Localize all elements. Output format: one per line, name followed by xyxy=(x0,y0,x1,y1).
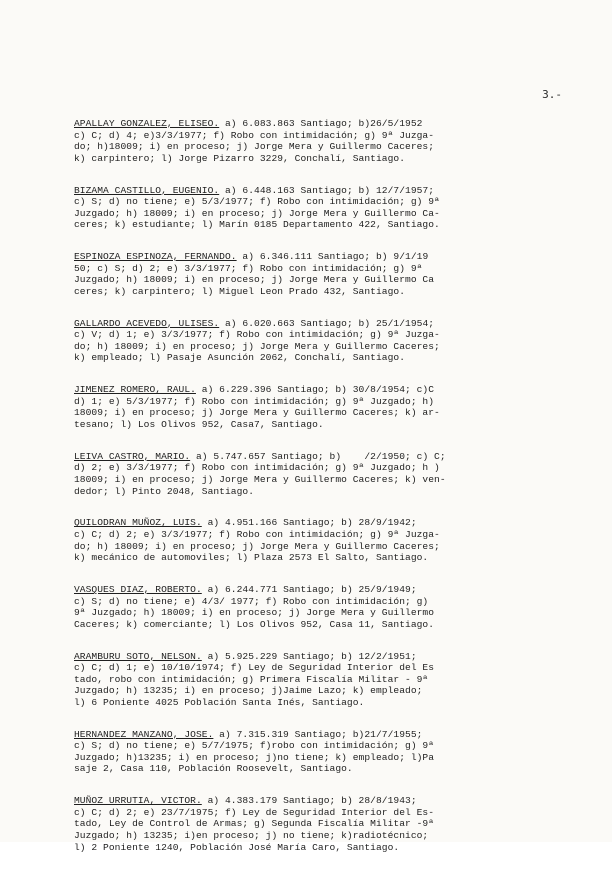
entry-detail-line: c) C; d) 2; e) 23/7/1975; f) Ley de Seguridad Interior del Es- xyxy=(74,806,435,818)
entry-detail-line: c) S; d) no tiene; e) 5/7/1975; f)robo con intimidación; g) 9ª xyxy=(74,740,435,752)
person-name: APALLAY GONZALEZ, ELISEO. xyxy=(74,118,220,129)
entry-first-line xyxy=(74,384,544,396)
entry-detail-line: 18009; i) en proceso; j) Jorge Mera y Guillermo Caceres; k) ven- xyxy=(74,474,446,485)
entry-detail-line: Juzgado; h) 18009; i) en proceso; j) Jorge Mera y Guillermo Ca- xyxy=(74,207,440,219)
entry-detail-line: tesano; l) Los Olivos 952, Casa7, Santiago. xyxy=(74,419,324,431)
person-entry xyxy=(74,118,544,164)
entry-id-birth: a) 6.020.663 Santiago; b) 25/1/1954; xyxy=(219,317,435,329)
entry-first-line xyxy=(74,185,544,197)
entry-detail-line: k) mecánico de automoviles; l) Plaza 2573 El Salto, Santiago. xyxy=(74,552,429,564)
entry-first-line xyxy=(74,729,544,741)
entry-detail-line: c) C; d) 4; e)3/3/1977; f) Robo con intimidación; g) 9ª Juzga- xyxy=(74,129,435,141)
entry-detail-line: Juzgado; h)13235; i) en proceso; j)no tiene; k) empleado; l)Pa xyxy=(74,751,435,763)
person-name: BIZAMA CASTILLO, EUGENIO. xyxy=(74,184,220,196)
entry-id-birth: a) 6.244.771 Santiago; b) 25/9/1949; xyxy=(201,583,417,595)
entry-detail-line: tado, robo con intimidación; g) Primera Fiscalía Militar - 9ª xyxy=(74,673,429,685)
entry-id-birth: a) 6.229.396 Santiago; b) 30/8/1954; c)C xyxy=(195,384,435,396)
person-name: VASQUES DIAZ, ROBERTO. xyxy=(74,583,202,595)
entry-detail-line: c) V; d) 1; e) 3/3/1977; f) Robo con intimidación; g) 9ª Juzga- xyxy=(74,329,440,341)
person-entry xyxy=(74,318,544,364)
person-entry xyxy=(74,384,544,430)
person-name: JIMENEZ ROMERO, RAUL. xyxy=(74,384,196,396)
entry-first-line xyxy=(74,517,544,529)
entry-detail-line: c) S; d) no tiene; e) 4/3/ 1977; f) Robo con intimidación; g) xyxy=(74,595,429,607)
entry-detail-line: 18009; i) en proceso; j) Jorge Mera y Guillermo Caceres; k) ar- xyxy=(74,407,440,419)
entry-id-birth: a) 6.346.111 Santiago; b) 9/1/19 xyxy=(236,251,429,263)
person-name: HERNANDEZ MANZANO, JOSE. xyxy=(74,728,214,740)
entry-first-line xyxy=(74,251,544,263)
entry-detail-line: Juzgado; h) 13235; i) en proceso; j)Jaime Lazo; k) empleado; xyxy=(74,685,423,697)
entry-detail-line: ceres; k) carpintero; l) Miguel Leon Prado 432, Santiago. xyxy=(74,285,406,297)
entry-detail-line: Caceres; k) comerciante; l) Los Olivos 952, Casa 11, Santiago. xyxy=(74,618,435,630)
entry-detail-line: 50; c) S; d) 2; e) 3/3/1977; f) Robo con intimidación; g) 9ª xyxy=(74,262,423,274)
page-number: 3.- xyxy=(542,88,562,101)
entry-first-line xyxy=(74,318,544,330)
entry-detail-line: dedor; l) Pinto 2048, Santiago. xyxy=(74,485,255,497)
entry-detail-line: c) C; d) 2; e) 3/3/1977; f) Robo con intimidación; g) 9ª Juzga- xyxy=(74,528,440,540)
person-entry xyxy=(74,651,544,709)
entry-detail-line: d) 2; e) 3/3/1977; f) Robo con intimidación; g) 9ª Juzgado; h ) xyxy=(74,462,440,474)
entry-id-birth: a) 5.747.657 Santiago; b) /2/1950; c) C; xyxy=(190,450,446,462)
entry-id-birth: a) 5.925.229 Santiago; b) 12/2/1951; xyxy=(201,650,417,662)
entry-detail-line: 9ª Juzgado; h) 18009; i) en proceso; j) Jorge Mera y Guillermo xyxy=(74,607,435,619)
person-entry xyxy=(74,795,544,853)
entry-detail-line: Juzgado; h) 13235; i)en proceso; j) no tiene; k)radiotécnico; xyxy=(74,830,429,841)
person-entry xyxy=(74,251,544,297)
entry-id-birth: a) 4.383.179 Santiago; b) 28/8/1943; xyxy=(201,795,417,807)
entry-first-line xyxy=(74,795,544,807)
person-entry xyxy=(74,451,544,497)
entry-detail-line: Juzgado; h) 18009; i) en proceso; j) Jorge Mera y Guillermo Ca xyxy=(74,274,435,286)
entry-first-line xyxy=(74,451,544,463)
entry-detail-line: c) S; d) no tiene; e) 5/3/1977; f) Robo con intimidación; g) 9ª xyxy=(74,196,440,208)
entry-first-line xyxy=(74,584,544,596)
entry-detail-line: do; h)18009; i) en proceso; j) Jorge Mera y Guillermo Caceres; xyxy=(74,141,435,153)
person-name: QUILODRAN MUÑOZ, LUIS. xyxy=(74,517,202,529)
entry-detail-line: do; h) 18009; i) en proceso; j) Jorge Mera y Guillermo Caceres; xyxy=(74,540,440,552)
entry-first-line xyxy=(74,651,544,663)
entry-id-birth: a) 7.315.319 Santiago; b)21/7/1955; xyxy=(213,728,423,740)
entry-detail-line: l) 6 Poniente 4025 Población Santa Inés, Santiago. xyxy=(74,696,365,708)
person-name: MUÑOZ URRUTIA, VICTOR. xyxy=(74,795,202,807)
person-name: ESPINOZA ESPINOZA, FERNANDO. xyxy=(74,251,237,263)
entry-detail-line: c) C; d) 1; e) 10/10/1974; f) Ley de Seguridad Interior del Es xyxy=(74,662,435,674)
person-entry xyxy=(74,517,544,563)
entry-id-birth: a) 4.951.166 Santiago; b) 28/9/1942; xyxy=(201,517,417,529)
entry-id-birth: a) 6.083.863 Santiago; b)26/5/1952 xyxy=(219,118,423,129)
entry-detail-line: d) 1; e) 5/3/1977; f) Robo con intimidación; g) 9ª Juzgado; h) xyxy=(74,395,435,407)
entry-id-birth: a) 6.448.163 Santiago; b) 12/7/1957; xyxy=(219,184,435,196)
entry-detail-line: ceres; k) estudiante; l) Marín 0185 Departamento 422, Santiago. xyxy=(74,219,440,231)
entry-detail-line: k) carpintero; l) Jorge Pizarro 3229, Conchalí, Santiago. xyxy=(74,152,406,164)
entry-detail-line: l) 2 Poniente 1240, Población José María Caro, Santiago. xyxy=(74,841,400,853)
person-name: ARAMBURU SOTO, NELSON. xyxy=(74,650,202,662)
person-name: GALLARDO ACEVEDO, ULISES. xyxy=(74,317,220,329)
entry-detail-line: saje 2, Casa 110, Población Roosevelt, Santiago. xyxy=(74,763,353,775)
entry-detail-line: tado, Ley de Control de Armas; g) Segunda Fiscalía Militar -9ª xyxy=(74,818,435,830)
person-entry xyxy=(74,584,544,630)
entry-detail-line: do; h) 18009; i) en proceso; j) Jorge Mera y Guillermo Caceres; xyxy=(74,340,440,352)
entry-first-line xyxy=(74,118,544,130)
person-name: LEIVA CASTRO, MARIO. xyxy=(74,450,191,462)
entry-list xyxy=(74,118,544,873)
person-entry xyxy=(74,729,544,775)
person-entry xyxy=(74,185,544,231)
entry-detail-line: k) empleado; l) Pasaje Asunción 2062, Conchalí, Santiago. xyxy=(74,352,406,364)
